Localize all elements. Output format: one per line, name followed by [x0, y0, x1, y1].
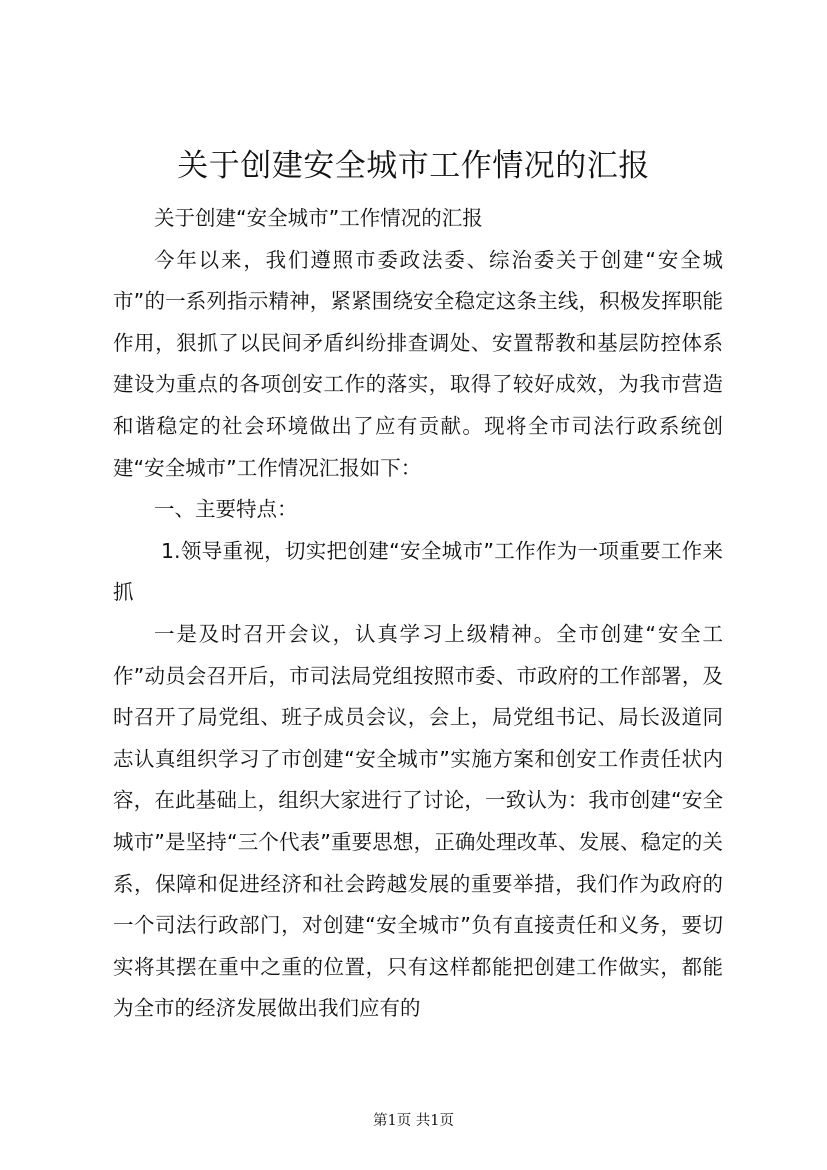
- body-paragraph: 一是及时召开会议，认真学习上级精神。全市创建“安全工作”动员会召开后，市司法局党组按照市委、市政府的工作部署，及时召开了局党组、班子成员会议，会上，局党组书记、局长汲道同志认真组织学习了市创建“安全城市”实施方案和创安工作责任状内容，在此基础上，组织大家进行了讨论，一致认为：我市创建“安全城市”是坚持“三个代表”重要思想，正确处理改革、发展、稳定的关系，保障和促进经济和社会跨越发展的重要举措，我们作为政府的一个司法行政部门，对创建“安全城市”负有直接责任和义务，要切实将其摆在重中之重的位置，只有这样都能把创建工作做实，都能为全市的经济发展做出我们应有的: [113, 621, 723, 1021]
- subtitle-paragraph: 关于创建“安全城市”工作情况的汇报: [154, 206, 483, 230]
- page-footer: 第1页 共1页: [372, 1113, 455, 1129]
- intro-paragraph: 今年以来，我们遵照市委政法委、综治委关于创建“安全城市”的一系列指示精神，紧紧围绕安全稳定这条主线，积极发挥职能作用，狠抓了以民间矛盾纠纷排查调处、安置帮教和基层防控体系建设为重点的各项创安工作的落实，取得了较好成效，为我市营造和谐稳定的社会环境做出了应有贡献。现将全市司法行政系统创建“安全城市”工作情况汇报如下：: [113, 247, 723, 480]
- section-heading: 一、主要特点：: [154, 497, 298, 522]
- document-body: [113, 198, 723, 1030]
- document-title: 关于创建安全城市工作情况的汇报: [177, 148, 650, 184]
- subsection-heading: 1.领导重视，切实把创建“安全城市”工作作为一项重要工作来抓: [113, 538, 723, 605]
